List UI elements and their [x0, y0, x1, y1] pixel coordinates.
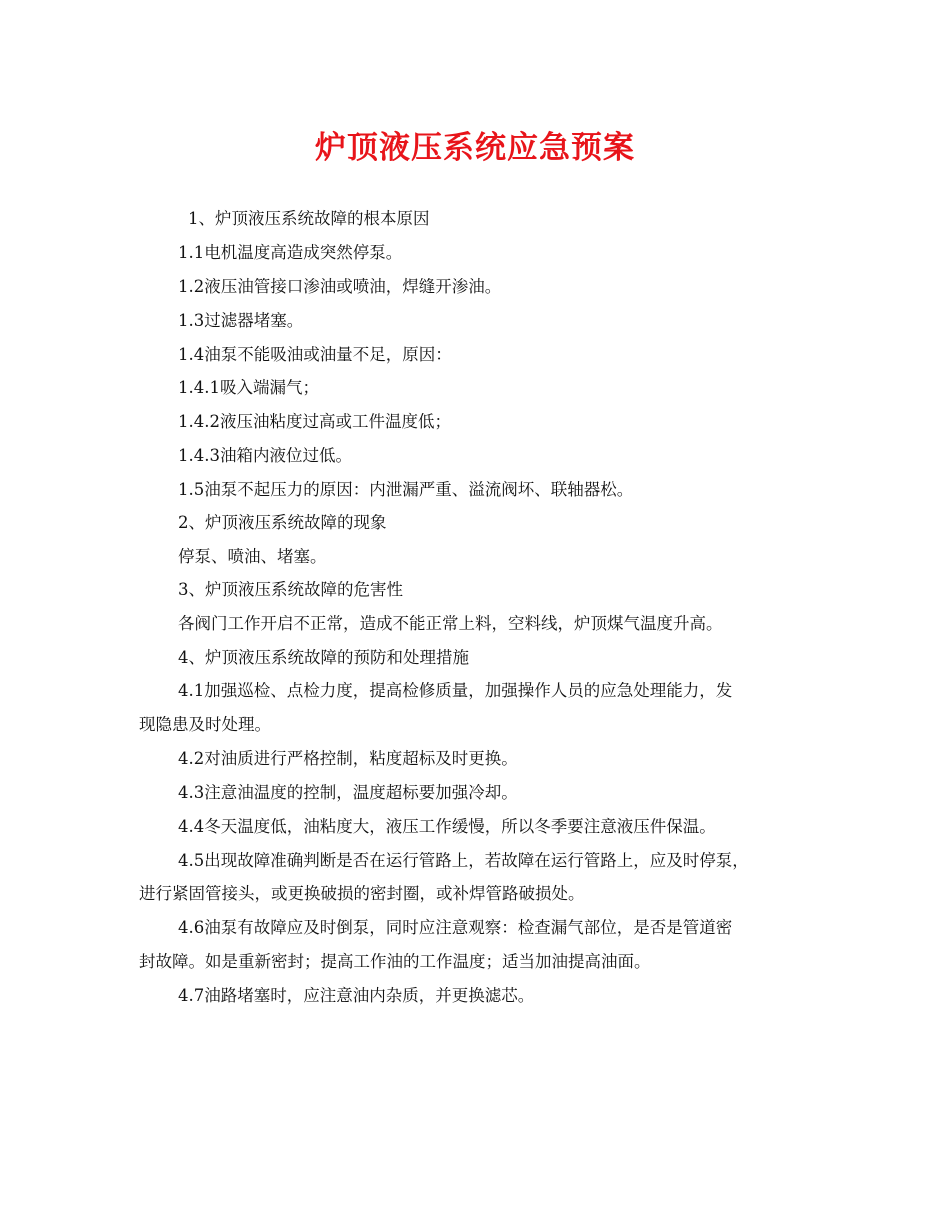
text-line: 4.1加强巡检、点检力度，提高检修质量，加强操作人员的应急处理能力，发 — [178, 681, 733, 700]
text-line: 4.7油路堵塞时，应注意油内杂质，并更换滤芯。 — [178, 986, 535, 1005]
document-title: 炉顶液压系统应急预案 — [315, 130, 635, 166]
text-line: 现隐患及时处理。 — [139, 715, 271, 734]
text-line: 封故障。如是重新密封；提高工作油的工作温度；适当加油提高油面。 — [139, 952, 651, 971]
text-line: 1.5油泵不起压力的原因：内泄漏严重、溢流阀坏、联轴器松。 — [178, 480, 634, 499]
text-line: 4.2对油质进行严格控制，粘度超标及时更换。 — [178, 749, 518, 768]
section-heading: 1、炉顶液压系统故障的根本原因 — [188, 209, 430, 228]
text-line: 1.4.1吸入端漏气； — [178, 378, 319, 397]
text-line: 4.3注意油温度的控制，温度超标要加强冷却。 — [178, 783, 518, 802]
text-line: 1.2液压油管接口渗油或喷油，焊缝开渗油。 — [178, 277, 502, 296]
section-heading: 2、炉顶液压系统故障的现象 — [178, 513, 387, 532]
text-line: 4.4冬天温度低，油粘度大，液压工作缓慢，所以冬季要注意液压件保温。 — [178, 817, 716, 836]
text-line: 1.4.2液压油粘度过高或工件温度低； — [178, 412, 451, 431]
text-line: 4.6油泵有故障应及时倒泵，同时应注意观察：检查漏气部位，是否是管道密 — [178, 918, 733, 937]
section-heading: 3、炉顶液压系统故障的危害性 — [178, 580, 403, 599]
text-line: 1.1电机温度高造成突然停泵。 — [178, 243, 403, 262]
text-line: 4.5出现故障准确判断是否在运行管路上，若故障在运行管路上，应及时停泵， — [178, 851, 749, 870]
text-line: 1.4油泵不能吸油或油量不足，原因： — [178, 345, 452, 364]
text-line: 各阀门工作开启不正常，造成不能正常上料，空料线，炉顶煤气温度升高。 — [178, 614, 723, 633]
text-line: 进行紧固管接头，或更换破损的密封圈，或补焊管路破损处。 — [139, 884, 585, 903]
text-line: 停泵、喷油、堵塞。 — [178, 547, 327, 566]
text-line: 1.4.3油箱内液位过低。 — [178, 446, 352, 465]
section-heading: 4、炉顶液压系统故障的预防和处理措施 — [178, 648, 469, 667]
text-line: 1.3过滤器堵塞。 — [178, 311, 304, 330]
